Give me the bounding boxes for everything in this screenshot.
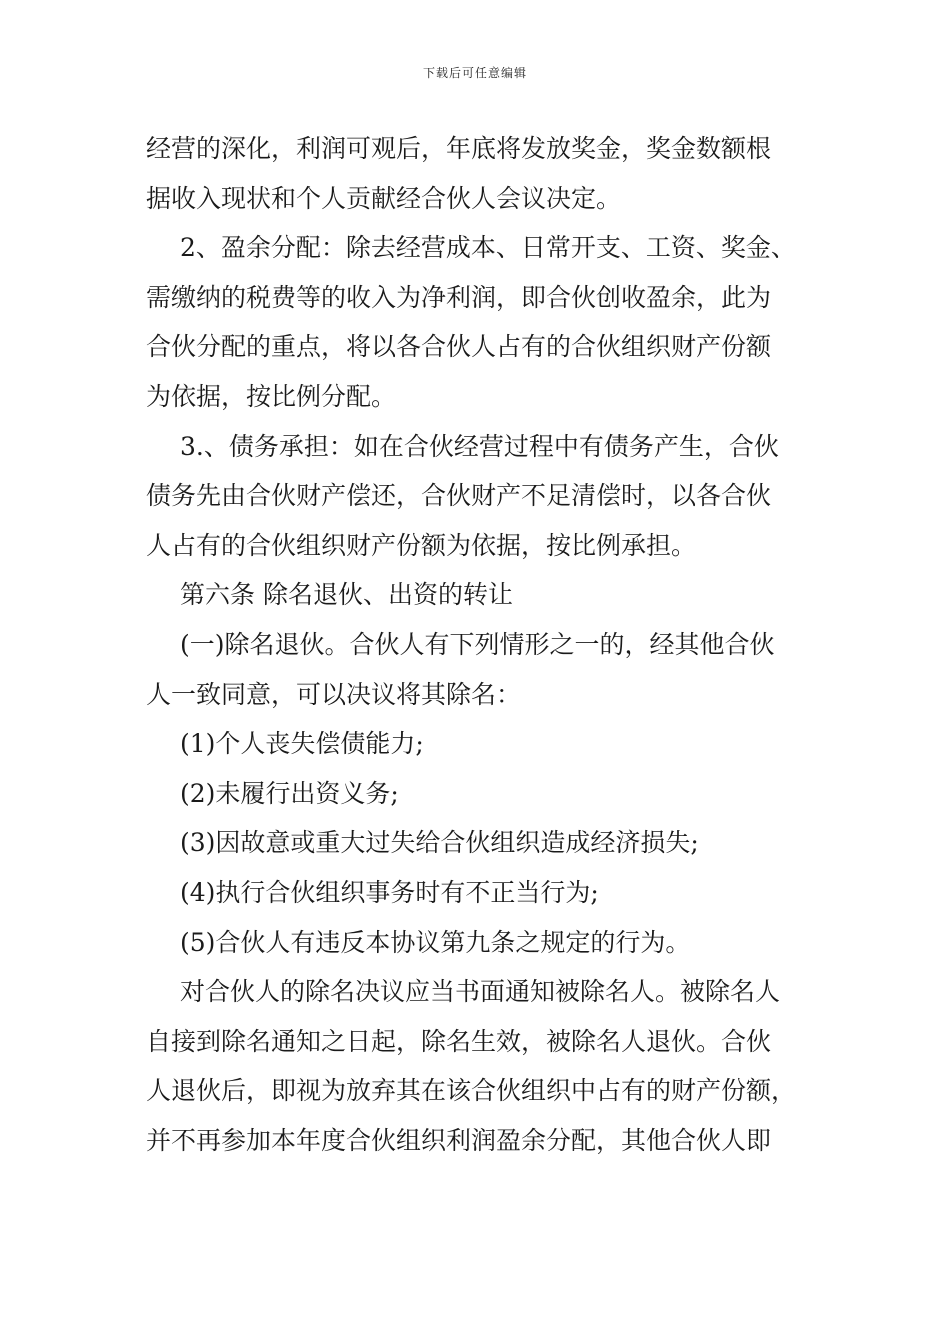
list-item: (1)个人丧失偿债能力; xyxy=(180,729,424,759)
text-line: 并不再参加本年度合伙组织利润盈余分配，其他合伙人即 xyxy=(146,1125,772,1155)
list-item: (3)因故意或重大过失给合伙组织造成经济损失; xyxy=(180,828,699,858)
text-line: 需缴纳的税费等的收入为净利润，即合伙创收盈余，此为 xyxy=(146,282,772,312)
text-line: 对合伙人的除名决议应当书面通知被除名人。被除名人 xyxy=(180,977,781,1007)
text-line: (一)除名退伙。合伙人有下列情形之一的，经其他合伙 xyxy=(180,629,775,659)
text-line: 2、盈余分配：除去经营成本、日常开支、工资、奖金、 xyxy=(180,233,796,263)
list-item: (5)合伙人有违反本协议第九条之规定的行为。 xyxy=(180,927,691,957)
text-line: 合伙分配的重点，将以各合伙人占有的合伙组织财产份额 xyxy=(146,332,772,362)
list-item: (4)执行合伙组织事务时有不正当行为; xyxy=(180,877,599,907)
text-line: 为依据，按比例分配。 xyxy=(146,381,397,411)
page-header: 下载后可任意编辑 xyxy=(422,66,527,80)
document-body xyxy=(146,124,806,1165)
text-line: 经营的深化，利润可观后，年底将发放奖金，奖金数额根 xyxy=(146,134,772,163)
text-line: 人退伙后，即视为放弃其在该合伙组织中占有的财产份额， xyxy=(146,1076,797,1106)
text-line: 3.、债务承担：如在合伙经营过程中有债务产生，合伙 xyxy=(180,431,779,461)
section-heading: 第六条 除名退伙、出资的转让 xyxy=(180,580,513,610)
text-line: 人占有的合伙组织财产份额为依据，按比例承担。 xyxy=(146,530,697,560)
text-line: 自接到除名通知之日起，除名生效，被除名人退伙。合伙 xyxy=(146,1026,772,1056)
text-line: 人一致同意，可以决议将其除名： xyxy=(146,679,522,709)
text-line: 据收入现状和个人贡献经合伙人会议决定。 xyxy=(146,183,622,213)
text-line: 债务先由合伙财产偿还，合伙财产不足清偿时，以各合伙 xyxy=(146,481,772,511)
list-item: (2)未履行出资义务; xyxy=(180,778,399,808)
